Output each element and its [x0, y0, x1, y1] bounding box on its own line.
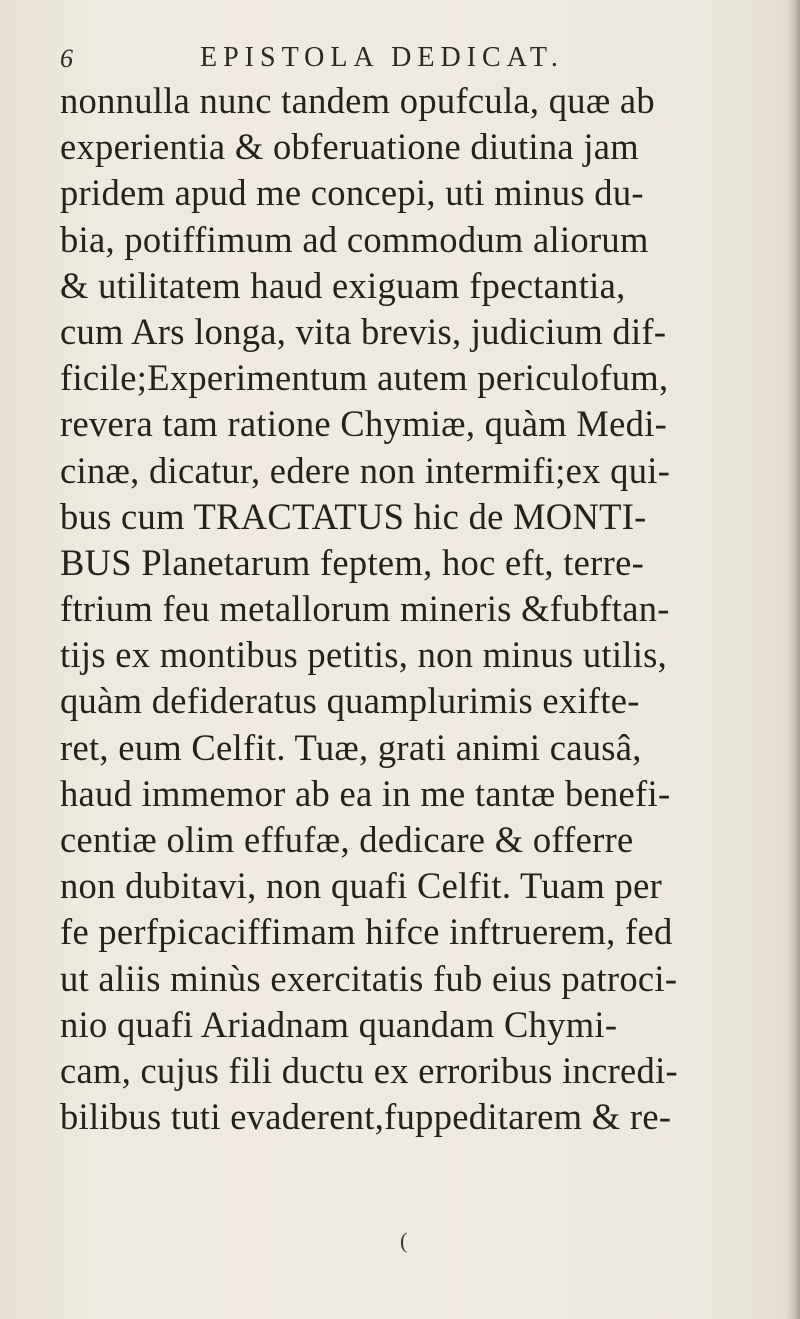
text-line: ficile;Experimentum autem periculofum, [60, 357, 669, 399]
page-edge-shadow [786, 0, 800, 1319]
text-line: nonnulla nunc tandem opufcula, quæ ab [60, 80, 655, 121]
running-head: EPISTOLA DEDICAT. [200, 42, 564, 73]
text-line: ut aliis minùs exercitatis fub eius patroci- [60, 957, 678, 999]
catchword: ( [400, 1228, 408, 1253]
page-header [60, 40, 760, 80]
text-line: pridem apud me concepi, uti minus du- [60, 172, 644, 214]
text-line: cum Ars longa, vita brevis, judicium dif- [60, 310, 667, 352]
body-text [60, 78, 795, 1140]
text-line: BUS Planetarum feptem, hoc eft, terre- [60, 541, 645, 583]
text-line: & utilitatem haud exiguam fpectantia, [60, 264, 626, 306]
text-line: ftrium feu metallorum mineris &fubftan- [60, 588, 670, 630]
text-line: cam, cujus fili ductu ex erroribus incredi- [60, 1049, 678, 1091]
text-line: revera tam ratione Chymiæ, quàm Medi- [60, 403, 668, 445]
page-number: 6 [60, 44, 73, 73]
text-line: quàm defideratus quamplurimis exifte- [60, 680, 640, 722]
text-line: non dubitavi, non quafi Celfit. Tuam per [60, 865, 663, 907]
text-line: cinæ, dicatur, edere non intermifi;ex qui- [60, 449, 671, 491]
text-line: experientia & obferuatione diutina jam [60, 126, 639, 168]
text-line: nio quafi Ariadnam quandam Chymi- [60, 1003, 618, 1045]
text-line: tijs ex montibus petitis, non minus utilis, [60, 634, 668, 676]
text-line: centiæ olim effufæ, dedicare & offerre [60, 819, 634, 860]
text-line: bus cum TRACTATUS hic de MONTI- [60, 495, 647, 537]
text-line: bia, potiffimum ad commodum aliorum [60, 218, 649, 260]
text-line: ret, eum Celfit. Tuæ, grati animi causâ, [60, 726, 642, 768]
text-line: fe perfpicaciffimam hifce inftruerem, fed [60, 911, 673, 953]
text-line: haud immemor ab ea in me tantæ benefi- [60, 772, 671, 814]
text-line: bilibus tuti evaderent,fuppeditarem & re- [60, 1096, 672, 1138]
